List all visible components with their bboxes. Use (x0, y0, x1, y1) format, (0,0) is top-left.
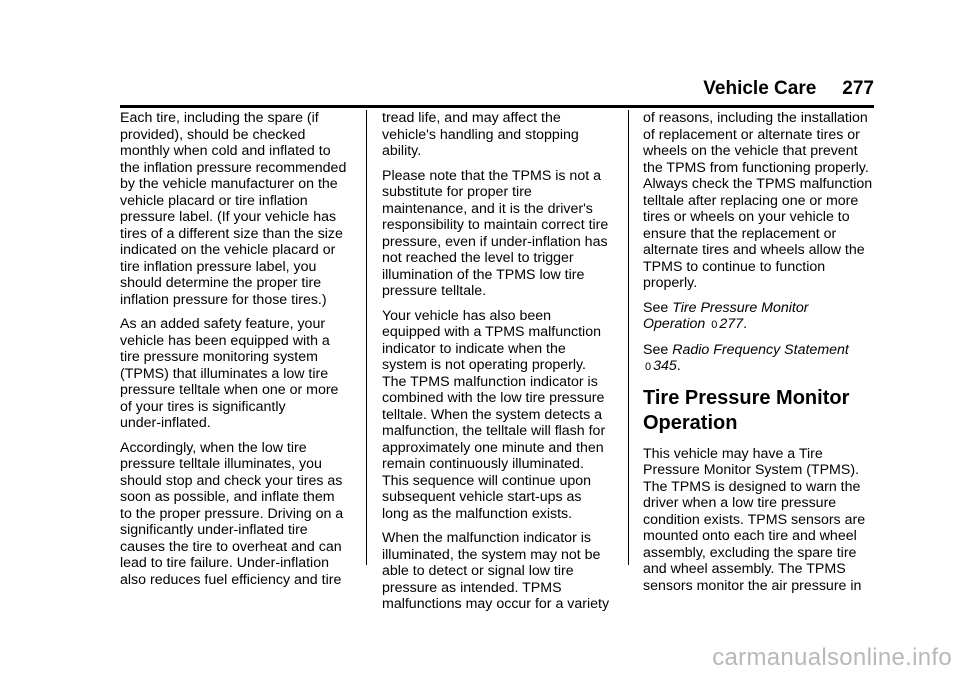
text-line: vehicle has been equipped with a (120, 332, 330, 349)
text-line: pressure, even if under-inflation has (382, 233, 608, 250)
text-line: Each tire, including the spare (if (120, 110, 319, 126)
text-line: This vehicle may have a Tire (643, 445, 823, 462)
text-line: maintenance, and it is the driver's (382, 200, 593, 217)
text-line: telltale after replacing one or more (643, 192, 859, 209)
header-rule (120, 105, 874, 108)
text-line: vehicle placard or tire inflation (120, 192, 308, 209)
text-line: assembly, excluding the spare tire (643, 544, 857, 561)
text-line: monthly when cold and inflated to (120, 143, 331, 159)
text-line: pressure telltale when one or more (120, 382, 339, 398)
text-line: causes the tire to overheat and can (120, 538, 342, 555)
paragraph (120, 316, 352, 432)
text-line: alternate tires and wheels allow the (643, 242, 865, 258)
punctuation: . (676, 358, 681, 374)
text-line: of your tires is significantly (120, 398, 286, 415)
page-arrow-icon: 0 (645, 361, 652, 373)
cross-reference-link[interactable]: Tire Pressure Monitor (672, 299, 809, 316)
text-line: Your vehicle has also been (382, 307, 552, 324)
text-line: indicated on the vehicle placard or (120, 242, 336, 258)
paragraph (120, 440, 352, 589)
text-line: combined with the low tire pressure (382, 390, 605, 406)
text-line: TPMS to continue to function (643, 258, 826, 275)
paragraph (382, 168, 614, 300)
watermark: carmanualsonline.info (712, 644, 952, 671)
text-line: sensors monitor the air pressure in (643, 577, 862, 594)
text-line: tire pressure monitoring system (120, 349, 318, 365)
text-line: vehicle's handling and stopping (382, 126, 579, 143)
text-line: telltale. When the system detects a (382, 406, 603, 423)
text-line: lead to tire failure. Under-inflation (120, 555, 329, 571)
paragraph (382, 110, 614, 160)
text-line: and wheel assembly. The TPMS (643, 561, 846, 577)
column-divider-2 (628, 110, 629, 565)
text-line: This sequence will continue upon (382, 472, 592, 489)
text-line: pressure telltale. (382, 283, 487, 299)
see-prefix: See (643, 299, 669, 316)
text-line: tires of a different size than the size (120, 225, 343, 242)
see-prefix: See (643, 341, 669, 358)
paragraph (382, 308, 614, 523)
text-line: responsibility to maintain correct tire (382, 217, 609, 233)
text-line: of reasons, including the installation (643, 110, 868, 126)
text-line: to the proper pressure. Driving on a (120, 505, 344, 522)
paragraph (382, 530, 614, 613)
text-line: illuminated, the system may not be (382, 546, 601, 563)
text-line: Accordingly, when the low tire (120, 439, 307, 456)
see-reference-1 (643, 300, 883, 334)
section-title: Vehicle Care (703, 78, 817, 99)
text-line: When the malfunction indicator is (382, 530, 591, 546)
text-line: properly. (643, 275, 698, 291)
text-line: Please note that the TPMS is not a (382, 167, 601, 184)
text-line: mounted onto each tire and wheel (643, 528, 857, 544)
text-line: by the vehicle manufacturer on the (120, 176, 338, 192)
text-line: illumination of the TPMS low tire (382, 266, 585, 283)
page-header (703, 78, 874, 106)
page-number: 277 (842, 78, 874, 99)
text-line: Always check the TPMS malfunction (643, 176, 873, 192)
text-line: The TPMS malfunction indicator is (382, 373, 598, 390)
page-reference[interactable]: 345 (653, 358, 677, 374)
page-reference[interactable]: 277 (719, 316, 744, 332)
text-line: long as the malfunction exists. (382, 505, 573, 522)
text-line: tread life, and may affect the (382, 110, 561, 126)
text-line: significantly under-inflated tire (120, 522, 308, 538)
text-line: indicator to indicate when the (382, 340, 566, 357)
text-line: not reached the level to trigger (382, 250, 574, 266)
heading-line: Tire Pressure Monitor (643, 386, 850, 409)
text-line: remain continuously illuminated. (382, 456, 584, 472)
text-line: driver when a low tire pressure (643, 495, 837, 511)
text-line: also reduces fuel efficiency and tire (120, 571, 342, 588)
punctuation: . (743, 316, 748, 332)
text-line: should stop and check your tires as (120, 472, 343, 489)
text-line: pressure as intended. TPMS (382, 579, 562, 596)
text-line: condition exists. TPMS sensors are (643, 511, 866, 528)
column-divider-1 (366, 110, 367, 565)
text-line: malfunctions may occur for a variety (382, 596, 610, 612)
text-line: the TPMS from functioning properly. (643, 159, 869, 176)
text-line: provided), should be checked (120, 126, 306, 143)
col3-paragraph-2 (643, 446, 883, 595)
text-line: Pressure Monitor System (TPMS). (643, 462, 860, 478)
cross-reference-link[interactable]: Radio Frequency Statement (672, 341, 849, 358)
col3-paragraph-1 (643, 110, 883, 292)
text-line: malfunction, the telltale will flash for (382, 423, 606, 439)
text-line: tires or wheels on your vehicle to (643, 209, 850, 225)
text-line: pressure label. (If your vehicle has (120, 209, 337, 225)
text-line: under-inflated. (120, 415, 211, 431)
text-line: equipped with a TPMS malfunction (382, 324, 601, 340)
paragraph (120, 110, 352, 308)
column-1 (120, 110, 352, 596)
text-line: able to detect or signal low tire (382, 563, 574, 579)
column-3 (643, 110, 883, 602)
cross-reference-link[interactable]: Operation (643, 316, 706, 332)
text-line: ensure that the replacement or (643, 225, 837, 242)
text-line: subsequent vehicle start-ups as (382, 489, 582, 505)
text-line: soon as possible, and inflate them (120, 489, 335, 505)
column-2 (382, 110, 614, 621)
text-line: The TPMS is designed to warn the (643, 478, 861, 495)
text-line: substitute for proper tire (382, 184, 532, 200)
page-arrow-icon: 0 (711, 319, 718, 331)
text-line: system is not operating properly. (382, 357, 586, 373)
text-line: the inflation pressure recommended (120, 159, 347, 176)
text-line: (TPMS) that illuminates a low tire (120, 365, 329, 382)
section-heading (643, 386, 883, 436)
text-line: should determine the proper tire (120, 275, 322, 291)
heading-line: Operation (643, 411, 738, 434)
text-line: inflation pressure for those tires.) (120, 291, 327, 308)
text-line: ability. (382, 143, 422, 159)
text-line: wheels on the vehicle that prevent (643, 143, 858, 159)
see-reference-2 (643, 342, 883, 376)
text-line: As an added safety feature, your (120, 316, 326, 332)
text-line: of replacement or alternate tires or (643, 126, 860, 143)
text-line: pressure telltale illuminates, you (120, 456, 322, 472)
text-line: approximately one minute and then (382, 439, 604, 456)
text-line: tire inflation pressure label, you (120, 258, 317, 275)
